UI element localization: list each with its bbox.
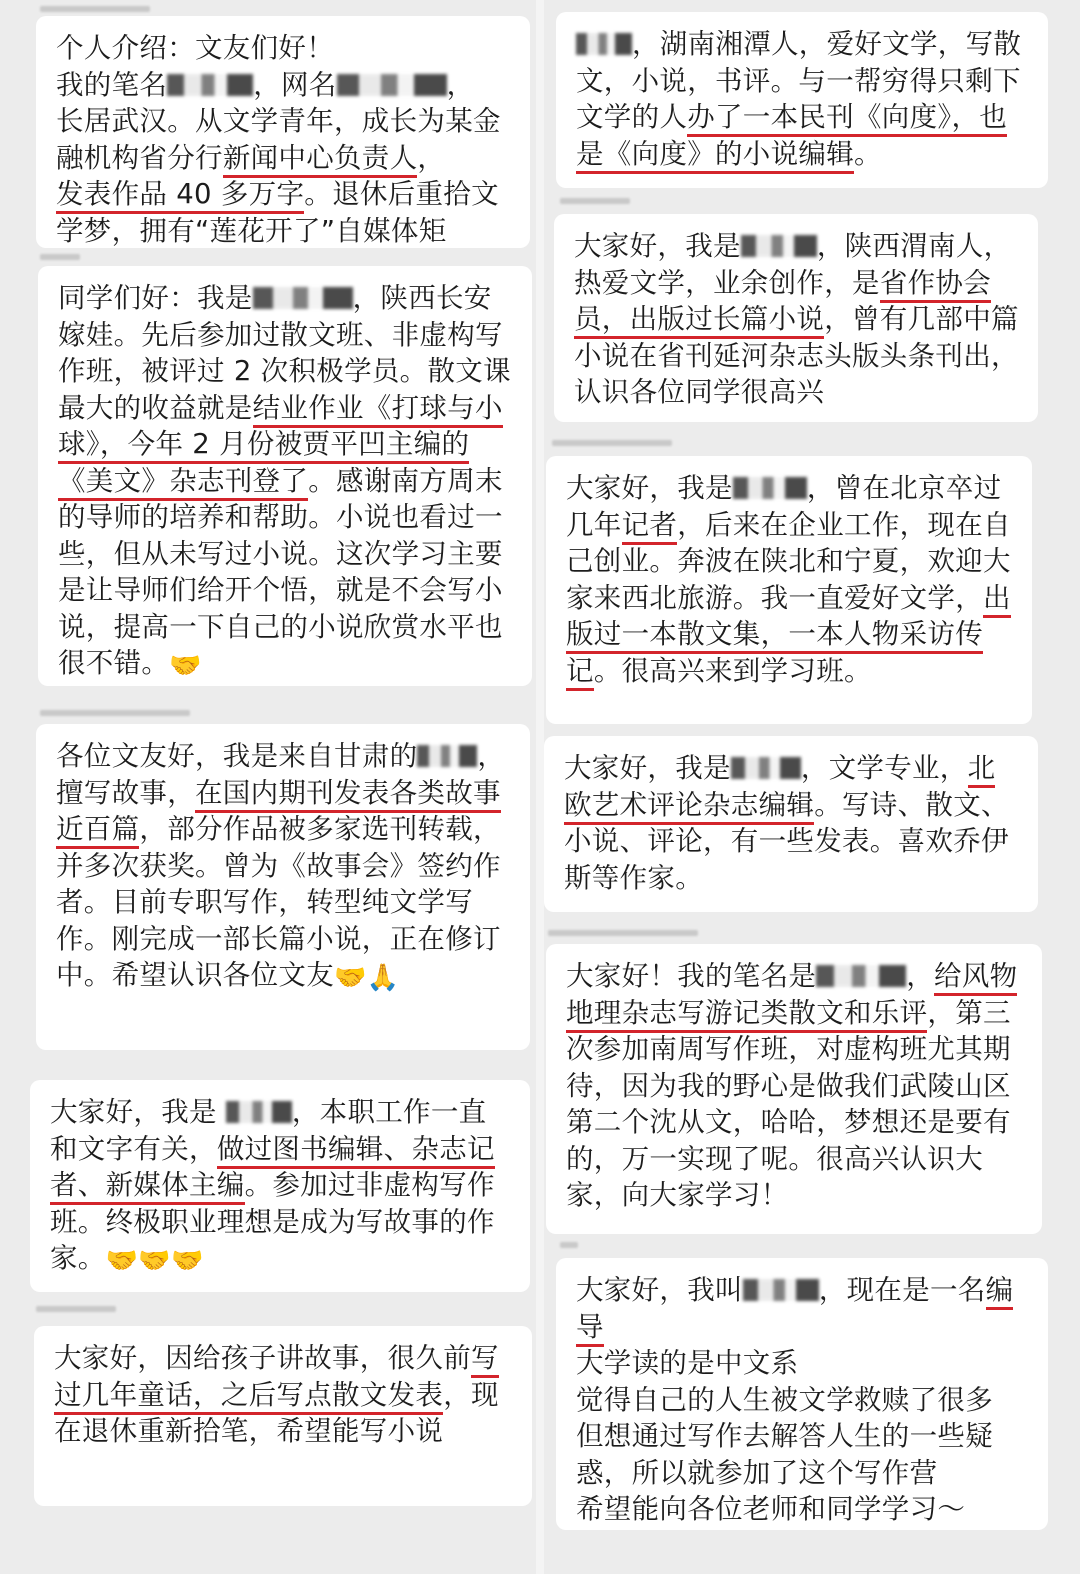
message-text xyxy=(56,738,514,994)
highlighted-text: 北欧艺术评论杂志编辑 xyxy=(564,752,995,825)
redacted-name xyxy=(733,477,807,499)
text-segment: ，陕西渭南人，热爱文学，业余创作，是 xyxy=(574,230,1012,299)
text-segment: ， xyxy=(417,141,446,174)
message-bubble[interactable] xyxy=(30,1080,530,1292)
highlighted-text: 写过几年童话，之后写点散文发表 xyxy=(54,1342,499,1415)
redacted-name xyxy=(743,1279,819,1301)
highlighted-text: 记者 xyxy=(622,509,678,545)
message-text xyxy=(576,1272,1032,1528)
message-bubble[interactable] xyxy=(38,266,532,686)
text-segment: ，第三次参加南周写作班，对虚构班尤其期待，因为我的野心是做我们武陵山区第二个沈从文，哈哈，梦想还是要有的，万一实现了呢。很高兴认识大家，向大家学习！ xyxy=(566,996,1011,1211)
message-bubble[interactable] xyxy=(544,736,1038,912)
text-segment: ，曾在北京卒过几年 xyxy=(566,472,1002,541)
text-segment: ，文学专业， xyxy=(800,752,968,784)
redacted-name xyxy=(167,74,253,96)
text-segment: 大家好，我是 xyxy=(566,472,733,504)
text-segment: 大家好，因给孩子讲故事，很久前 xyxy=(54,1342,471,1374)
sender-name-blurred xyxy=(560,1242,578,1248)
highlighted-text: 编导 xyxy=(576,1274,1013,1347)
highlighted-text: 新闻中心负责人 xyxy=(223,142,418,178)
redacted-name xyxy=(741,235,817,257)
highlighted-text: 结业作业《打球与小球》，今年 2 月份被贾平凹主编的《美文》杂志刊登了 xyxy=(58,392,503,501)
text-segment: 个人介绍：文友们好！ 我的笔名 xyxy=(56,32,334,101)
message-text xyxy=(58,280,516,682)
text-segment: 。写诗、散文、小说、评论，有一些发表。喜欢乔伊斯等作家。 xyxy=(564,788,1009,894)
message-bubble[interactable] xyxy=(36,16,530,248)
redacted-name xyxy=(731,757,801,779)
text-segment: ，现在是一名 xyxy=(818,1274,986,1306)
redacted-name xyxy=(226,1101,292,1123)
message-text xyxy=(574,228,1022,411)
sender-name-blurred xyxy=(36,1306,116,1312)
message-text xyxy=(54,1340,516,1450)
message-bubble[interactable] xyxy=(36,724,530,1050)
redacted-name xyxy=(576,33,632,55)
handshake-emoji-icon: 🤝🤝🤝 xyxy=(105,1246,204,1276)
message-text xyxy=(564,750,1022,896)
text-segment: 同学们好：我是 xyxy=(58,282,253,314)
sender-name-blurred xyxy=(552,440,672,446)
text-segment: 。感谢南方周末的导师的培养和帮助。小说也看过一些，但从未写过小说。这次学习主要是让导师们给开个悟，就是不会写小说，提高一下自己的小说欣赏水平也很不错。 xyxy=(58,464,503,679)
text-segment: 大家好，我是 xyxy=(50,1096,226,1128)
message-text xyxy=(566,470,1016,689)
text-segment: 大家好，我是 xyxy=(574,230,741,262)
handshake-emoji-icon: 🤝 xyxy=(169,651,202,681)
text-segment: ，网名 xyxy=(253,68,337,101)
text-segment: 。很高兴来到学习班。 xyxy=(593,654,872,687)
message-bubble[interactable] xyxy=(34,1326,532,1506)
sender-name-blurred xyxy=(40,6,150,12)
redacted-name xyxy=(253,287,353,309)
text-segment: ， xyxy=(906,960,935,992)
text-segment: 大家好！我的笔名是 xyxy=(566,960,817,992)
text-segment: ，后来在企业工作，现在自己创业。奔波在陕北和宁夏，欢迎大家来西北旅游。我一直爱好文学， xyxy=(566,508,1011,614)
redacted-name xyxy=(337,74,447,96)
sender-name-blurred xyxy=(560,198,630,204)
column-divider xyxy=(536,0,544,1574)
text-segment: 大家好，我是 xyxy=(564,752,731,784)
message-bubble[interactable] xyxy=(554,214,1038,422)
highlighted-text: 发表作品 40 多万字 xyxy=(56,178,304,214)
text-segment: ，擅写故事， xyxy=(56,740,506,809)
text-segment: 。 xyxy=(854,137,882,170)
message-text xyxy=(56,30,514,248)
text-segment: 大家好，我叫 xyxy=(576,1274,743,1306)
highlighted-text: 办了一本民刊《向度》，也是《向度》的小说编辑 xyxy=(576,101,1007,174)
message-bubble[interactable] xyxy=(546,944,1042,1234)
text-segment: 。参加过非虚构写作班。终极职业理想是成为写故事的作家。 xyxy=(50,1169,495,1274)
text-segment: ，本职工作一直和文字有关， xyxy=(50,1096,487,1165)
sender-name-blurred xyxy=(40,710,190,716)
text-segment: ，湖南湘潭人，爱好文学，写散文，小说，书评。与一帮穷得只剩下文学的人 xyxy=(576,28,1022,133)
text-segment: ，现在退休重新拾笔，希望能写小说 xyxy=(54,1378,499,1447)
message-text xyxy=(50,1094,514,1277)
handshake-emoji-icon: 🤝🙏 xyxy=(334,963,400,993)
redacted-name xyxy=(816,965,906,987)
sender-name-blurred xyxy=(548,930,698,936)
highlighted-text: 在国内期刊发表各类故事近百篇 xyxy=(56,777,501,850)
text-segment: 大学读的是中文系 觉得自己的人生被文学救赎了很多 但想通过写作去解答人生的一些疑惑，所以就参加了这个写作营 希望能向各位老师和同学学习～ xyxy=(576,1347,993,1525)
text-segment: ，曾有几部中篇小说在省刊延河杂志头版头条刊出，认识各位同学很高兴 xyxy=(574,303,1019,408)
message-text xyxy=(576,26,1032,172)
text-segment: ， 长居武汉。从文学青年，成长为某金融机构省分行 xyxy=(56,68,501,174)
highlighted-text: 做过图书编辑、杂志记者、新媒体主编 xyxy=(50,1133,495,1206)
sender-name-blurred xyxy=(40,254,80,260)
message-bubble[interactable] xyxy=(556,1258,1048,1530)
redacted-name xyxy=(417,745,477,767)
text-segment: 。退休后重拾文学梦，拥有“莲花开了”自媒体矩 xyxy=(56,178,499,247)
text-segment: ，部分作品被多家选刊转载，并多次获奖。曾为《故事会》签约作者。目前专职写作，转型纯文学写作。刚完成一部长篇小说，正在修订中。希望认识各位文友 xyxy=(56,813,501,991)
message-bubble[interactable] xyxy=(546,456,1032,724)
text-segment: ，陕西长安嫁娃。先后参加过散文班、非虚构写作班，被评过 2 次积极学员。散文课最大的收益就是 xyxy=(58,282,511,424)
message-bubble[interactable] xyxy=(556,12,1048,188)
message-text xyxy=(566,958,1026,1214)
highlighted-text: 给风物地理杂志写游记类散文和乐评 xyxy=(566,960,1017,1033)
text-segment: 各位文友好，我是来自甘肃的 xyxy=(56,740,418,772)
highlighted-text: 出版过一本散文集，一本人物采访传记 xyxy=(566,582,1011,691)
highlighted-text: 省作协会员，出版过长篇小说 xyxy=(574,267,991,340)
